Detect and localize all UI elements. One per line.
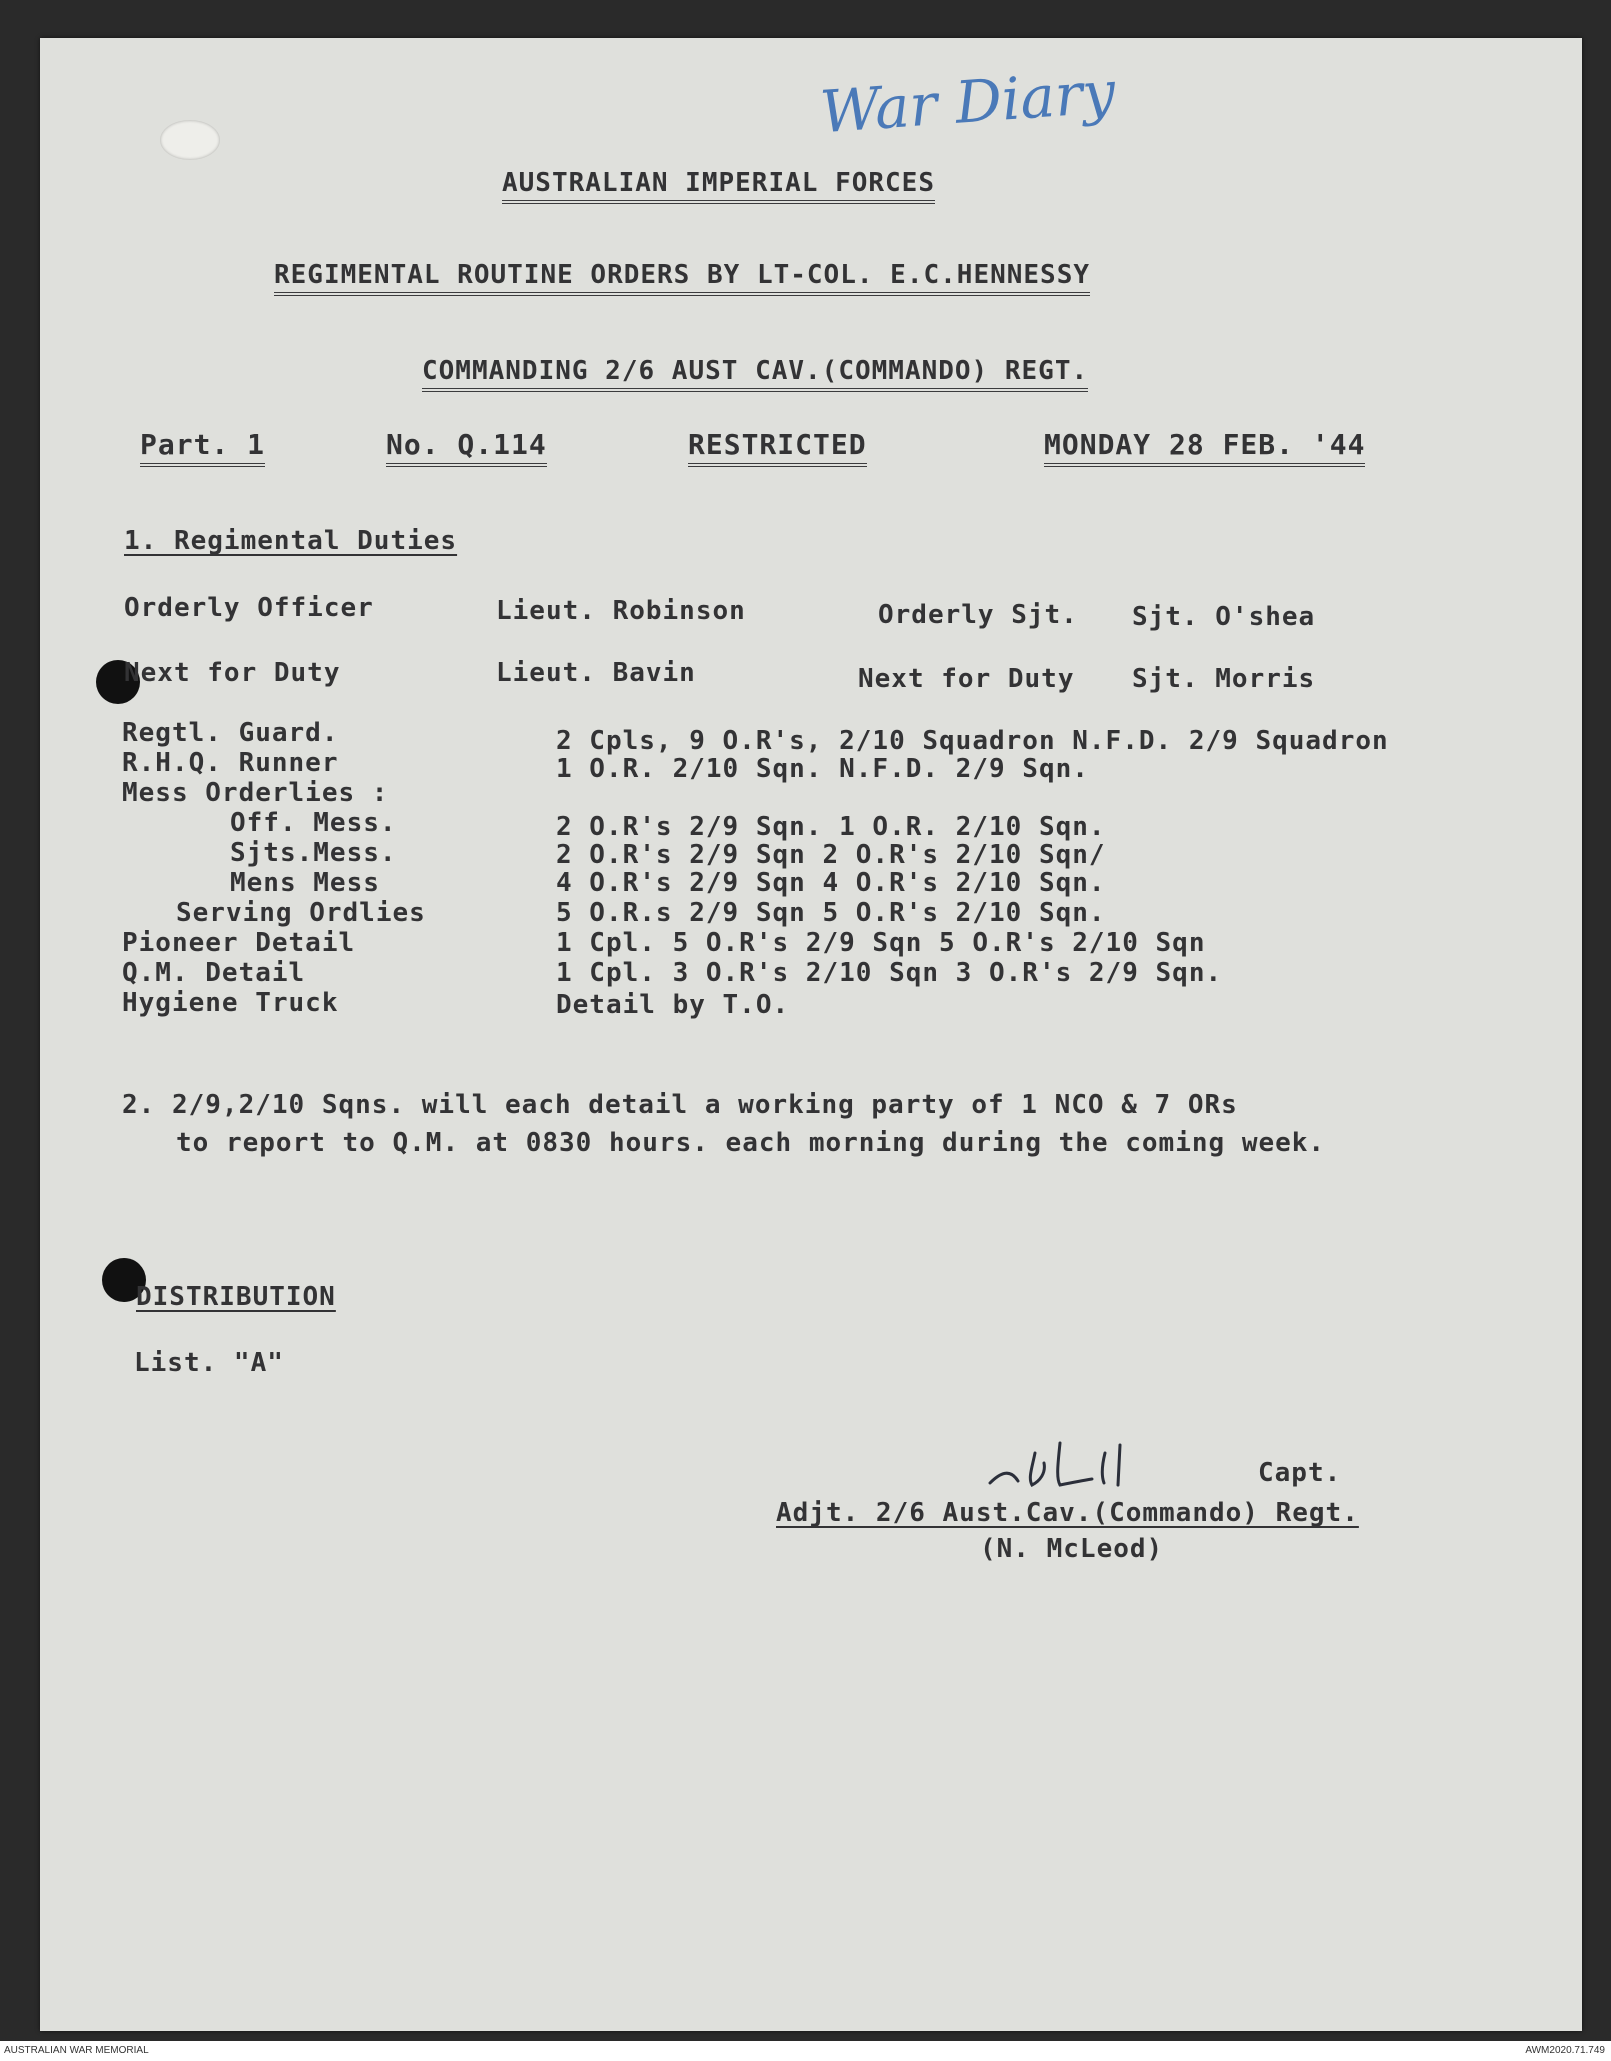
section-2-line-1: 2. 2/9,2/10 Sqns. will each detail a working party of 1 NCO & 7 ORs — [122, 1090, 1238, 1120]
order-number: No. Q.114 — [386, 428, 547, 467]
duty-value: Lieut. Robinson — [496, 596, 746, 626]
detail-label: Pioneer Detail — [122, 928, 356, 958]
detail-value: Detail by T.O. — [556, 990, 790, 1020]
distribution-title — [136, 1282, 336, 1312]
archive-reference: AWM2020.71.749 — [1525, 2045, 1605, 2056]
header-line-3: COMMANDING 2/6 AUST CAV.(COMMANDO) REGT. — [422, 356, 1088, 392]
archive-footer — [0, 2041, 1611, 2061]
detail-value: 5 O.R.s 2/9 Sqn 5 O.R's 2/10 Sqn. — [556, 898, 1106, 928]
detail-value: 2 Cpls, 9 O.R's, 2/10 Squadron N.F.D. 2/9 Squadron — [556, 726, 1389, 756]
order-date: MONDAY 28 FEB. '44 — [1044, 428, 1365, 467]
archive-name: AUSTRALIAN WAR MEMORIAL — [4, 2045, 149, 2056]
duty-label: Orderly Officer — [124, 593, 374, 623]
signatory-name: (N. McLeod) — [980, 1534, 1164, 1564]
section-1-title — [124, 526, 457, 556]
detail-value: 1 Cpl. 5 O.R's 2/9 Sqn 5 O.R's 2/10 Sqn — [556, 928, 1206, 958]
detail-value: 1 O.R. 2/10 Sqn. N.F.D. 2/9 Sqn. — [556, 754, 1089, 784]
duty-value: Lieut. Bavin — [496, 658, 696, 688]
detail-value: 2 O.R's 2/9 Sqn. 1 O.R. 2/10 Sqn. — [556, 812, 1106, 842]
detail-value: 2 O.R's 2/9 Sqn 2 O.R's 2/10 Sqn/ — [556, 840, 1106, 870]
detail-value: 1 Cpl. 3 O.R's 2/10 Sqn 3 O.R's 2/9 Sqn. — [556, 958, 1223, 988]
document-page — [40, 38, 1582, 2031]
signatory-rank: Capt. — [1258, 1458, 1342, 1488]
detail-label: Hygiene Truck — [122, 988, 339, 1018]
detail-label: Serving Ordlies — [176, 898, 426, 928]
detail-label: Mens Mess — [230, 868, 380, 898]
duty-value: Sjt. Morris — [1132, 664, 1316, 694]
duty-value: Sjt. O'shea — [1132, 602, 1316, 632]
duty-label: Next for Duty — [858, 664, 1075, 694]
detail-value: 4 O.R's 2/9 Sqn 4 O.R's 2/10 Sqn. — [556, 868, 1106, 898]
detail-label: Mess Orderlies : — [122, 778, 389, 808]
distribution-title-text: DISTRIBUTION — [136, 1282, 336, 1312]
handwritten-note: War Diary — [817, 57, 1118, 147]
classification: RESTRICTED — [688, 428, 867, 467]
signatory-appointment — [776, 1498, 1359, 1528]
duty-label: Orderly Sjt. — [878, 600, 1078, 630]
detail-label: Sjts.Mess. — [230, 838, 397, 868]
torn-corner — [160, 120, 220, 160]
distribution-list: List. "A" — [134, 1348, 284, 1378]
signatory-appointment-text: Adjt. 2/6 Aust.Cav.(Commando) Regt. — [776, 1498, 1359, 1528]
section-1-title-text: 1. Regimental Duties — [124, 526, 458, 556]
duty-label: Next for Duty — [124, 658, 341, 688]
detail-label: Off. Mess. — [230, 808, 397, 838]
header-line-2: REGIMENTAL ROUTINE ORDERS BY LT-COL. E.C.HENNESSY — [274, 260, 1090, 296]
section-2-line-2: to report to Q.M. at 0830 hours. each morning during the coming week. — [176, 1128, 1326, 1158]
part-number: Part. 1 — [140, 428, 265, 467]
header-line-1: AUSTRALIAN IMPERIAL FORCES — [502, 168, 935, 204]
detail-label: Q.M. Detail — [122, 958, 306, 988]
detail-label: Regtl. Guard. — [122, 718, 339, 748]
detail-label: R.H.Q. Runner — [122, 748, 339, 778]
